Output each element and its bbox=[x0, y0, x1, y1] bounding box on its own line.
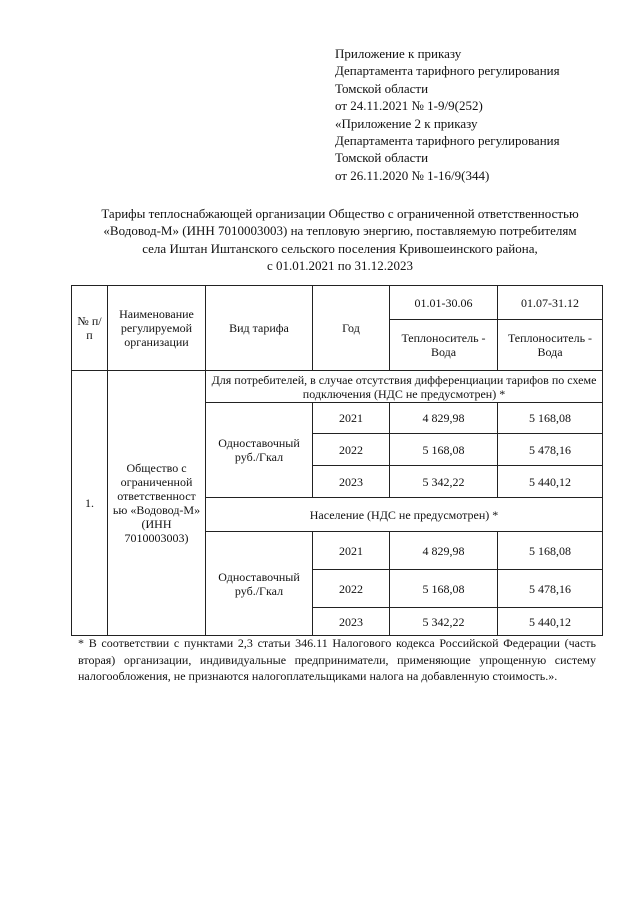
appendix-line: от 26.11.2020 № 1-16/9(344) bbox=[335, 167, 490, 183]
header-period-1: 01.01-30.06 bbox=[390, 286, 498, 320]
year-cell: 2023 bbox=[313, 466, 390, 498]
title-line: с 01.01.2021 по 31.12.2023 bbox=[267, 258, 413, 274]
tariff-value: 5 168,08 bbox=[390, 434, 498, 466]
appendix-block bbox=[335, 45, 560, 184]
header-org: Наименование регулируемой организации bbox=[108, 286, 206, 371]
header-carrier-1: Теплоноситель - Вода bbox=[390, 320, 498, 371]
header-num: № п/п bbox=[72, 286, 108, 371]
tariff-value: 5 440,12 bbox=[498, 466, 603, 498]
tariff-type: Одноставочный руб./Гкал bbox=[206, 532, 313, 636]
year-cell: 2021 bbox=[313, 532, 390, 570]
tariff-value: 4 829,98 bbox=[390, 532, 498, 570]
organization-name: Общество с ограниченной ответственност ью «Водовод-М» (ИНН 7010003003) bbox=[108, 371, 206, 636]
title-line: села Иштан Иштанского сельского поселения Кривошеинского района, bbox=[142, 240, 538, 256]
group-title: Население (НДС не предусмотрен) * bbox=[206, 498, 603, 532]
tariff-value: 5 342,22 bbox=[390, 608, 498, 636]
appendix-line: Томской области bbox=[335, 80, 429, 96]
tariff-value: 5 168,08 bbox=[498, 532, 603, 570]
year-cell: 2022 bbox=[313, 570, 390, 608]
header-tariff-type: Вид тарифа bbox=[206, 286, 313, 371]
tariff-table bbox=[71, 285, 603, 636]
row-number: 1. bbox=[72, 371, 108, 636]
appendix-line: от 24.11.2021 № 1-9/9(252) bbox=[335, 98, 483, 114]
footnote: * В соответствии с пунктами 2,3 статьи 346.11 Налогового кодекса Российской Федерации (часть вторая) организации, индивидуальные предприниматели, применяющие упрощенную систему налогообложения, не признаются налогоплательщиками налога на добавленную стоимость.». bbox=[78, 636, 596, 683]
appendix-line: «Приложение 2 к приказу bbox=[335, 115, 478, 131]
appendix-line: Томской области bbox=[335, 150, 429, 166]
title-line: Тарифы теплоснабжающей организации Общество с ограниченной ответственностью bbox=[101, 206, 579, 221]
tariff-type: Одноставочный руб./Гкал bbox=[206, 403, 313, 498]
year-cell: 2022 bbox=[313, 434, 390, 466]
year-cell: 2023 bbox=[313, 608, 390, 636]
header-period-2: 01.07-31.12 bbox=[498, 286, 603, 320]
tariff-value: 5 168,08 bbox=[390, 570, 498, 608]
tariff-value: 5 342,22 bbox=[390, 466, 498, 498]
tariff-value: 4 829,98 bbox=[390, 403, 498, 434]
document-title bbox=[60, 205, 620, 275]
appendix-line: Приложение к приказу bbox=[335, 46, 462, 61]
tariff-value: 5 440,12 bbox=[498, 608, 603, 636]
appendix-line: Департамента тарифного регулирования bbox=[335, 63, 560, 79]
title-line: «Водовод-М» (ИНН 7010003003) на тепловую энергию, поставляемую потребителям bbox=[103, 223, 577, 239]
header-year: Год bbox=[313, 286, 390, 371]
group-title: Для потребителей, в случае отсутствия дифференциации тарифов по схеме подключения (НДС не предусмотрен) * bbox=[206, 371, 603, 403]
tariff-value: 5 168,08 bbox=[498, 403, 603, 434]
tariff-value: 5 478,16 bbox=[498, 570, 603, 608]
header-carrier-2: Теплоноситель - Вода bbox=[498, 320, 603, 371]
year-cell: 2021 bbox=[313, 403, 390, 434]
appendix-line: Департамента тарифного регулирования bbox=[335, 133, 560, 149]
tariff-value: 5 478,16 bbox=[498, 434, 603, 466]
